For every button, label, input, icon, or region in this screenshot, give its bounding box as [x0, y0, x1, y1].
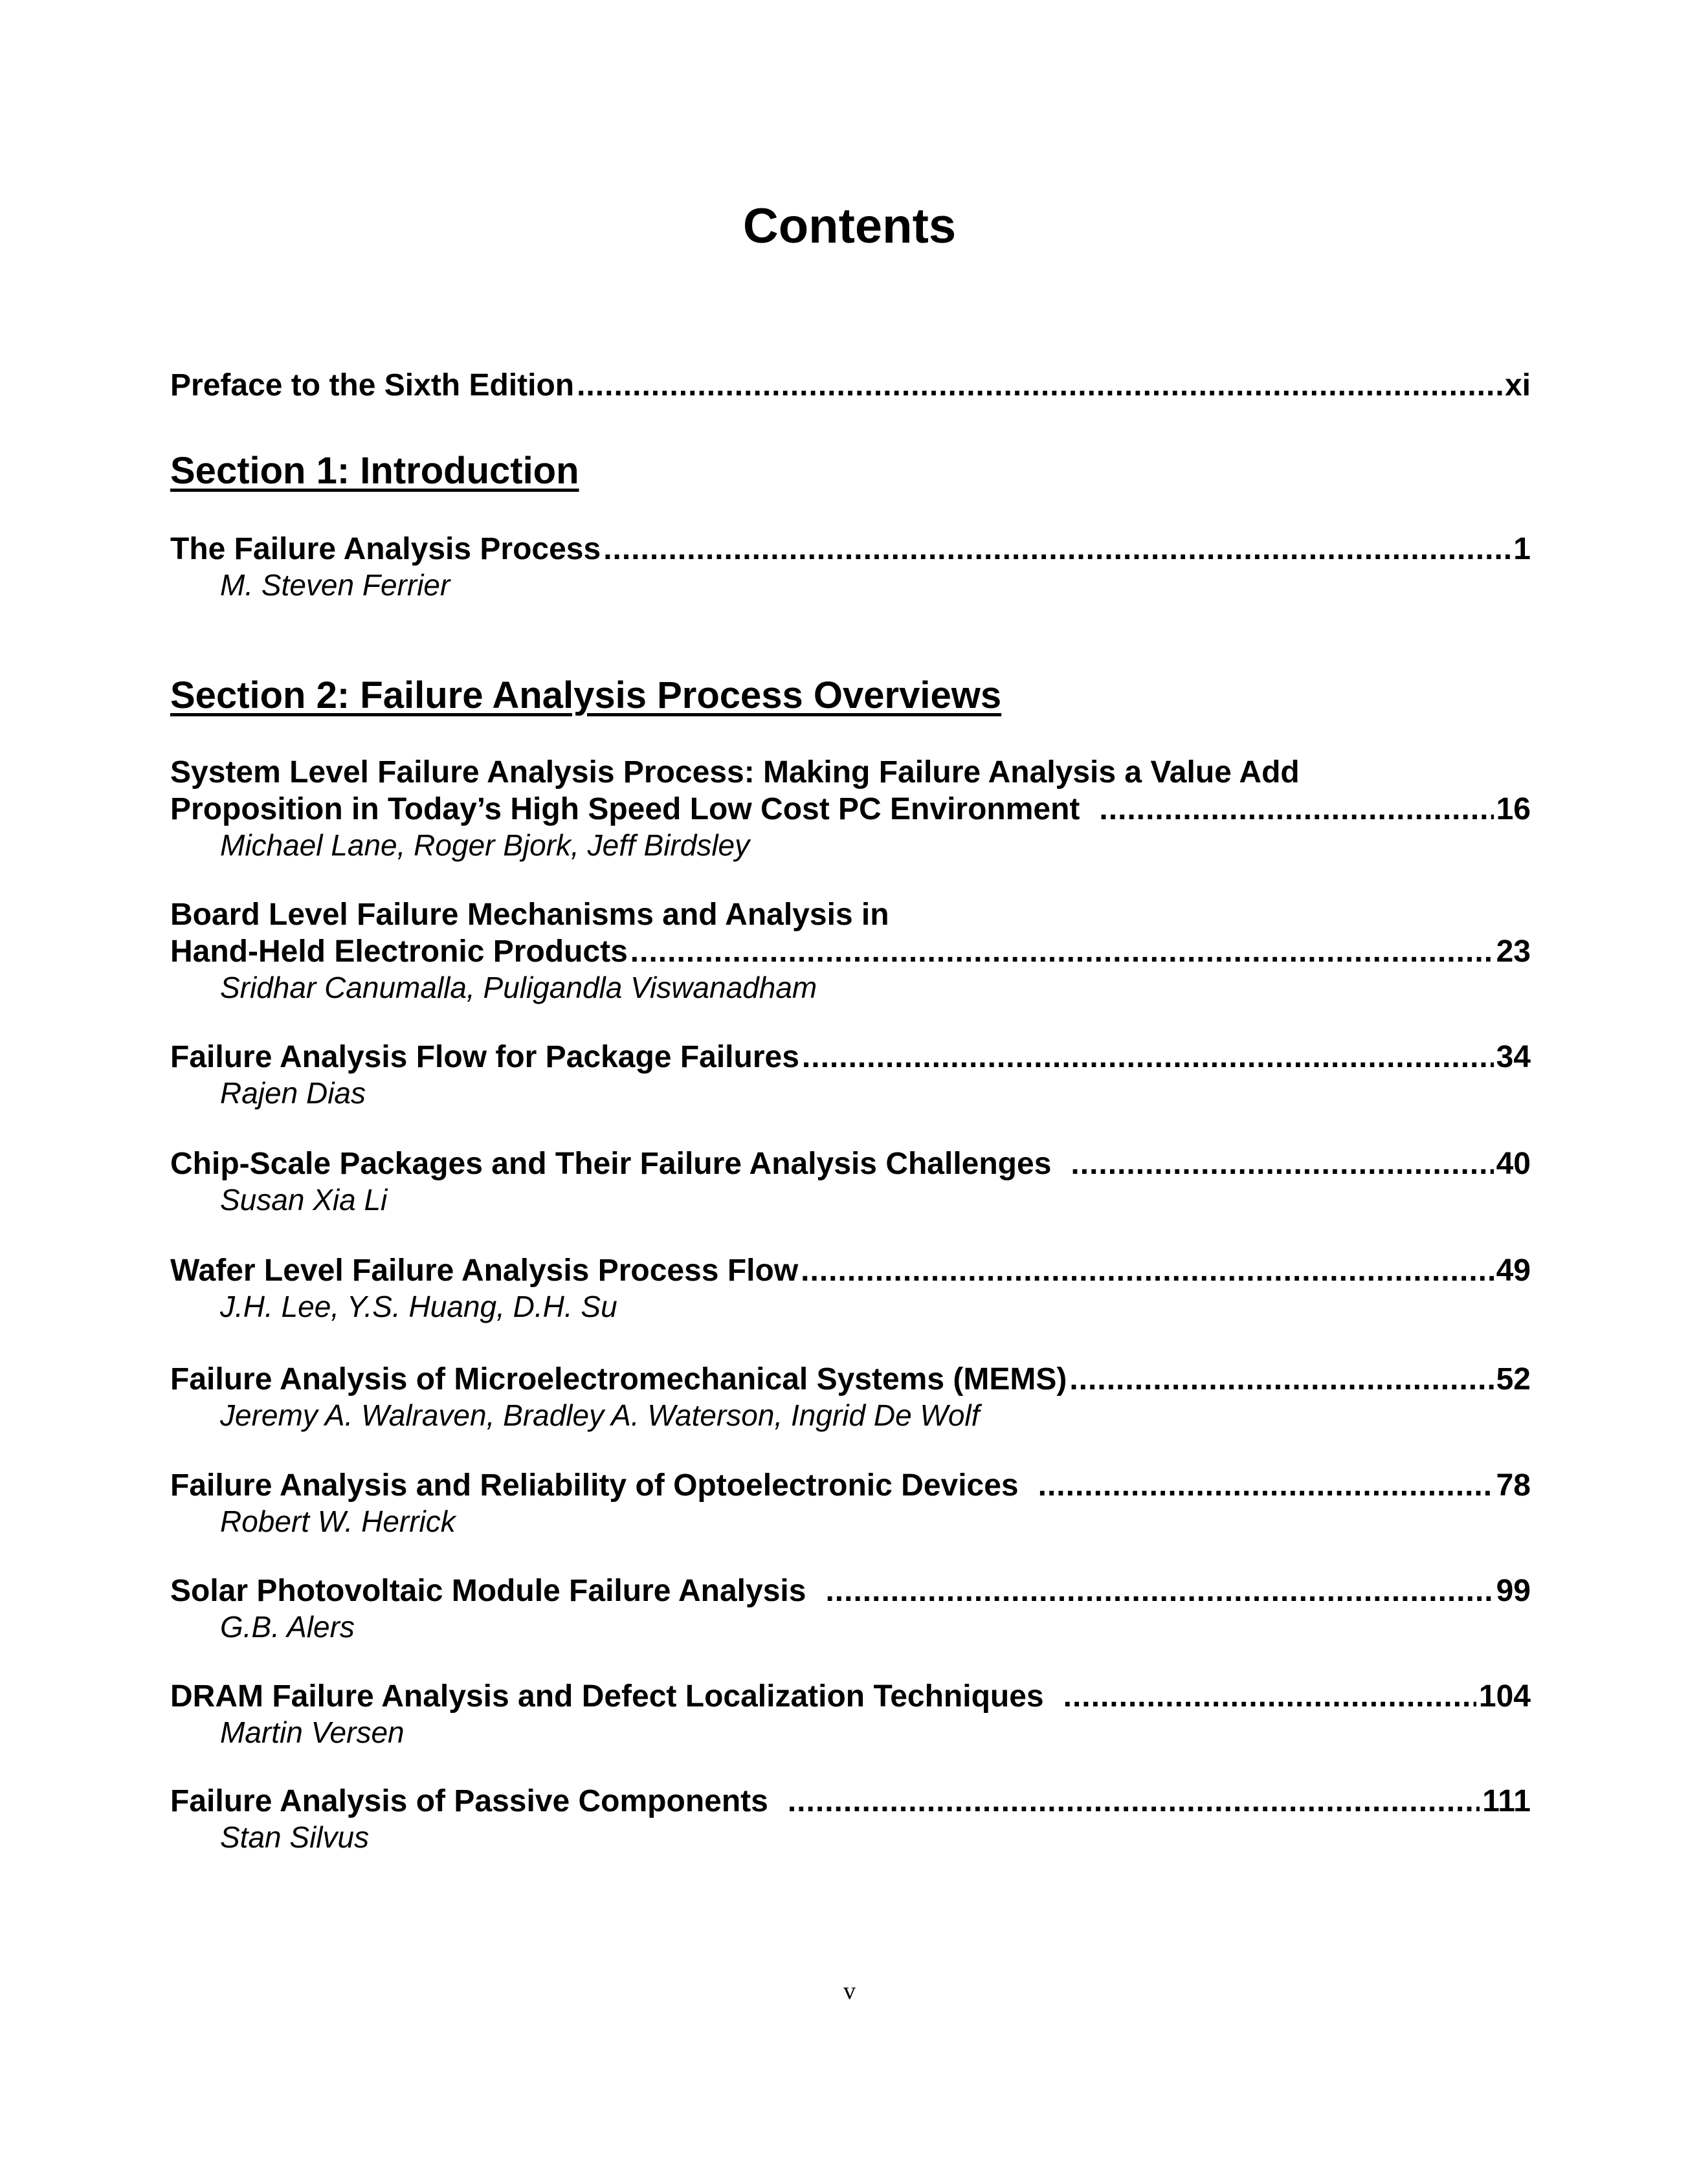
toc-entry[interactable] — [170, 1783, 1531, 1855]
entry-title: Hand-Held Electronic Products — [170, 934, 628, 969]
entry-title: Solar Photovoltaic Module Failure Analysis — [170, 1574, 806, 1608]
entry-title: Proposition in Today’s High Speed Low Cost PC Environment — [170, 792, 1080, 826]
section-heading-2: Section 2: Failure Analysis Process Overviews — [170, 674, 1002, 716]
entry-title: Preface to the Sixth Edition — [170, 368, 575, 403]
entry-page: 34 — [1496, 1040, 1531, 1074]
toc-entry[interactable] — [170, 1252, 1531, 1324]
entry-authors: Sridhar Canumalla, Puligandla Viswanadham — [220, 971, 817, 1004]
dot-leader — [1038, 1467, 1494, 1504]
toc-entry[interactable] — [170, 1361, 1531, 1433]
entry-title: The Failure Analysis Process — [170, 532, 601, 566]
entry-page: xi — [1504, 368, 1531, 403]
entry-authors: Robert W. Herrick — [220, 1505, 456, 1538]
entry-title: Failure Analysis of Microelectromechanical Systems (MEMS) — [170, 1362, 1067, 1396]
entry-title: Failure Analysis of Passive Components — [170, 1784, 768, 1818]
toc-entry-preface[interactable] — [170, 367, 1531, 404]
entry-page: 23 — [1496, 934, 1531, 969]
section-heading-1: Section 1: Introduction — [170, 450, 579, 492]
dot-leader — [825, 1572, 1493, 1609]
entry-title: Failure Analysis Flow for Package Failures — [170, 1040, 799, 1074]
entry-page: 111 — [1482, 1784, 1531, 1818]
entry-page: 78 — [1496, 1468, 1531, 1503]
dot-leader — [577, 367, 1502, 404]
toc-entry[interactable] — [170, 896, 1531, 1005]
entry-authors: Michael Lane, Roger Bjork, Jeff Birdsley — [220, 828, 750, 862]
entry-authors: Rajen Dias — [220, 1076, 366, 1110]
entry-title-line1: System Level Failure Analysis Process: Making Failure Analysis a Value Add — [170, 755, 1300, 789]
page-title: Contents — [742, 199, 957, 254]
dot-leader — [1063, 1678, 1476, 1715]
toc-entry[interactable] — [170, 1145, 1531, 1217]
toc-entry[interactable] — [170, 754, 1531, 863]
toc-entry[interactable] — [170, 1467, 1531, 1539]
entry-title: DRAM Failure Analysis and Defect Localization Techniques — [170, 1679, 1044, 1714]
dot-leader — [603, 531, 1511, 568]
toc-entry[interactable] — [170, 1039, 1531, 1110]
dot-leader — [801, 1252, 1493, 1289]
entry-authors: Jeremy A. Walraven, Bradley A. Waterson, Ingrid De Wolf — [220, 1398, 980, 1432]
entry-page: 40 — [1496, 1147, 1531, 1181]
entry-page: 49 — [1496, 1253, 1531, 1288]
toc-entry[interactable] — [170, 1678, 1531, 1750]
entry-title-line1: Board Level Failure Mechanisms and Analysis in — [170, 898, 889, 932]
entry-page: 52 — [1496, 1362, 1531, 1396]
entry-authors: M. Steven Ferrier — [220, 568, 450, 602]
dot-leader — [630, 933, 1494, 970]
toc-entry[interactable] — [170, 531, 1531, 602]
entry-page: 1 — [1513, 532, 1531, 566]
dot-leader — [802, 1039, 1494, 1075]
dot-leader — [788, 1783, 1480, 1820]
entry-authors: Martin Versen — [220, 1715, 405, 1749]
dot-leader — [1071, 1145, 1493, 1182]
entry-page: 104 — [1478, 1679, 1531, 1714]
entry-title: Wafer Level Failure Analysis Process Flow — [170, 1253, 799, 1288]
entry-page: 99 — [1496, 1574, 1531, 1608]
entry-authors: Stan Silvus — [220, 1820, 370, 1854]
toc-entry[interactable] — [170, 1572, 1531, 1644]
entry-authors: Susan Xia Li — [220, 1183, 388, 1217]
entry-title: Failure Analysis and Reliability of Optoelectronic Devices — [170, 1468, 1019, 1503]
entry-authors: J.H. Lee, Y.S. Huang, D.H. Su — [220, 1290, 617, 1323]
dot-leader — [1099, 791, 1493, 828]
entry-title: Chip-Scale Packages and Their Failure Analysis Challenges — [170, 1147, 1052, 1181]
dot-leader — [1069, 1361, 1493, 1398]
page-number: v — [843, 1978, 856, 2005]
entry-page: 16 — [1496, 792, 1531, 826]
entry-authors: G.B. Alers — [220, 1610, 355, 1644]
